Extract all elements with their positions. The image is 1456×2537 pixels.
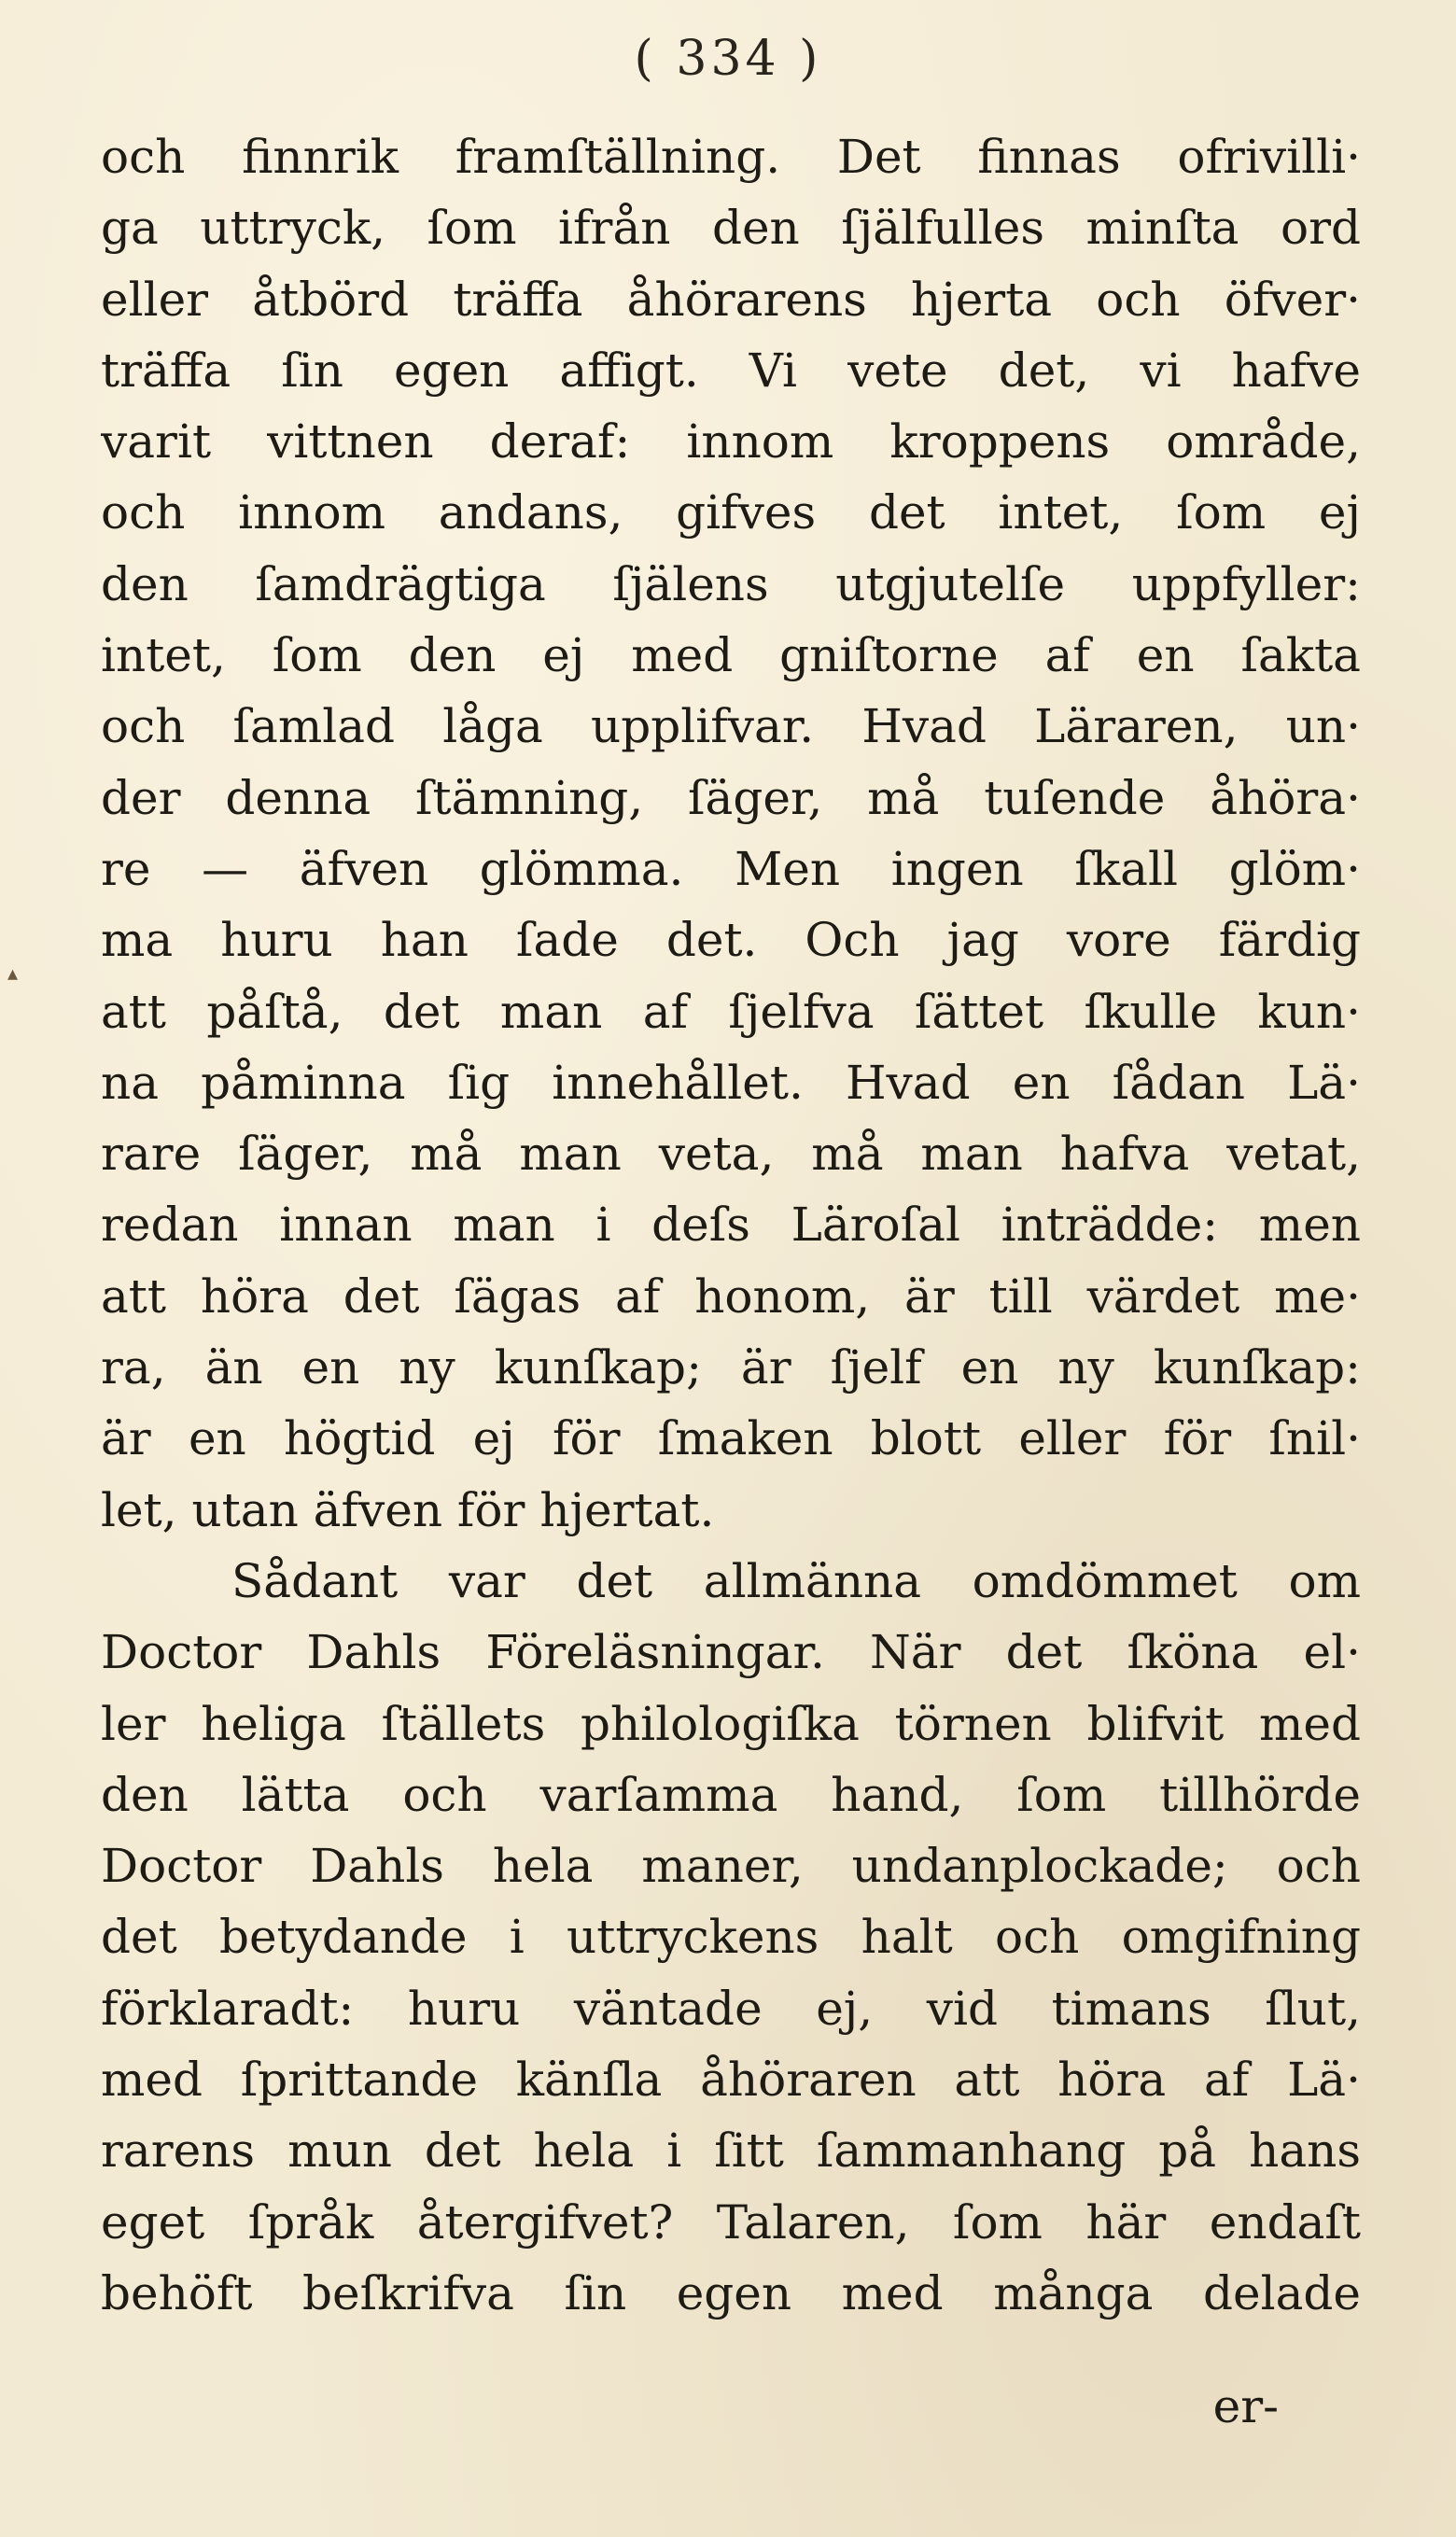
text-line: och finnrik framſtällning. Det finnas ofrivilli· (101, 130, 1361, 184)
margin-mark-icon: ▴ (7, 962, 19, 986)
text-line: eget ſpråk återgifvet? Talaren, ſom här endaſt (101, 2194, 1361, 2250)
text-line: der denna ſtämning, ſäger, må tuſende åhöra· (101, 770, 1361, 825)
text-line: rare ſäger, må man veta, må man hafva vetat, (101, 1127, 1361, 1182)
paragraph-start-line: Sådant var det allmänna omdömmet om (231, 1553, 1361, 1608)
text-line: intet, ſom den ej med gniſtorne af en ſakta (101, 628, 1361, 683)
text-line: och innom andans, gifves det intet, ſom ej (101, 485, 1361, 540)
text-line: träffa ſin egen affigt. Vi vete det, vi hafve (101, 343, 1361, 398)
catchword: er- (1212, 2379, 1279, 2433)
text-line: att höra det ſägas af honom, är till värdet me· (101, 1268, 1361, 1324)
text-line: behöft beſkrifva ſin egen med många delade (101, 2265, 1361, 2320)
text-line: re — äfven glömma. Men ingen ſkall glöm· (101, 841, 1361, 896)
text-line: är en högtid ej för ſmaken blott eller för ſnil· (101, 1411, 1361, 1466)
text-line: att påſtå, det man af ſjelfva ſättet ſkulle kun· (101, 984, 1361, 1039)
text-line: den ſamdrägtiga ſjälens utgjutelſe uppfyller: (101, 556, 1361, 611)
text-line: Doctor Dahls hela maner, undanplockade; och (101, 1839, 1361, 1894)
text-line: och ſamlad låga upplifvar. Hvad Läraren, un· (101, 699, 1361, 754)
text-line: ler heliga ſtällets philologiſka törnen blifvit med (101, 1696, 1361, 1751)
text-line: det betydande i uttryckens halt och omgifning (101, 1910, 1361, 1965)
text-line: varit vittnen deraf: innom kroppens område, (101, 414, 1361, 470)
text-line: ma huru han ſade det. Och jag vore färdig (101, 913, 1361, 968)
text-line: eller åtbörd träffa åhörarens hjerta och öfver· (101, 272, 1361, 327)
text-line: med ſprittande känſla åhöraren att höra af Lä· (101, 2053, 1361, 2108)
text-line: den lätta och varſamma hand, ſom tillhörde (101, 1767, 1361, 1822)
text-line: na påminna ſig innehållet. Hvad en ſådan Lä· (101, 1055, 1361, 1110)
text-line: ga uttryck, ſom ifrån den ſjälfulles minſta ord (101, 201, 1361, 256)
text-line: rarens mun det hela i ſitt ſammanhang på hans (101, 2124, 1361, 2179)
text-line: let, utan äfven för hjertat. (101, 1482, 715, 1537)
page-number: ( 334 ) (634, 31, 822, 87)
text-line: redan innan man i deſs Läroſal inträdde: men (101, 1198, 1361, 1253)
text-line: förklaradt: huru väntade ej, vid timans ſlut, (101, 1981, 1361, 2036)
text-line: ra, än en ny kunſkap; är ſjelf en ny kunſkap: (101, 1340, 1361, 1395)
text-line: Doctor Dahls Föreläsningar. När det ſköna el· (101, 1625, 1361, 1680)
body-text (101, 121, 1361, 2329)
